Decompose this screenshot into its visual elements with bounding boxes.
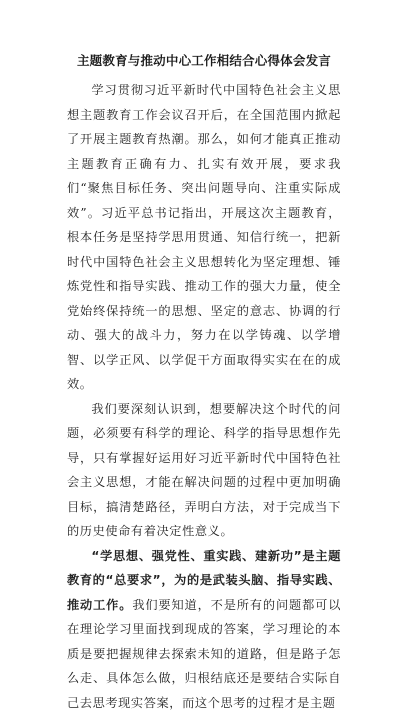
paragraph-2-text: 我们要深刻认识到，想要解决这个时代的问题，必须要有科学的理论、科学的指导思想作先导，只有掌握好运用好习近平新时代中国特色社会主义思想，才能在解决问题的过程中更加明确目标，搞清楚路径，弄明白方法，对于完成当下的历史使命有着决定性意义。 <box>67 402 341 539</box>
paragraph-3 <box>67 544 341 715</box>
paragraph-3-bold-lead: “学思想、强党性、重实践、建新功”是主题教育的“总要求”，为的是武装头脑、指导实践、推动工作。 <box>67 549 341 612</box>
paragraph-2 <box>67 397 341 544</box>
paragraph-1 <box>67 78 341 397</box>
paragraph-3-text: 我们要知道，不是所有的问题都可以在理论学习里面找到现成的答案，学习理论的本质是要把握规律去探索未知的道路，但是路子怎么走、具体怎么做，归根结底还是要结合实际自己去思考现实答案，而这个思考的过程才是主题 <box>67 598 341 710</box>
paragraph-1-text: 学习贯彻习近平新时代中国特色社会主义思想主题教育工作会议召开后，在全国范围内掀起了开展主题教育热潮。那么，如何才能真正推动主题教育正确有力、扎实有效开展，要求我们“聚焦目标任务、突出问题导向、注重实际成效”。习近平总书记指出，开展这次主题教育，根本任务是坚持学思用贯通、知信行统一，把新时代中国特色社会主义思想转化为坚定理想、锤炼党性和指导实践、推动工作的强大力量，使全党始终保持统一的思想、坚定的意志、协调的行动、强大的战斗力，努力在以学铸魂、以学增智、以学正风、以学促干方面取得实实在在的成效。 <box>67 83 341 391</box>
document-title: 主题教育与推动中心工作相结合心得体会发言 <box>67 52 341 70</box>
